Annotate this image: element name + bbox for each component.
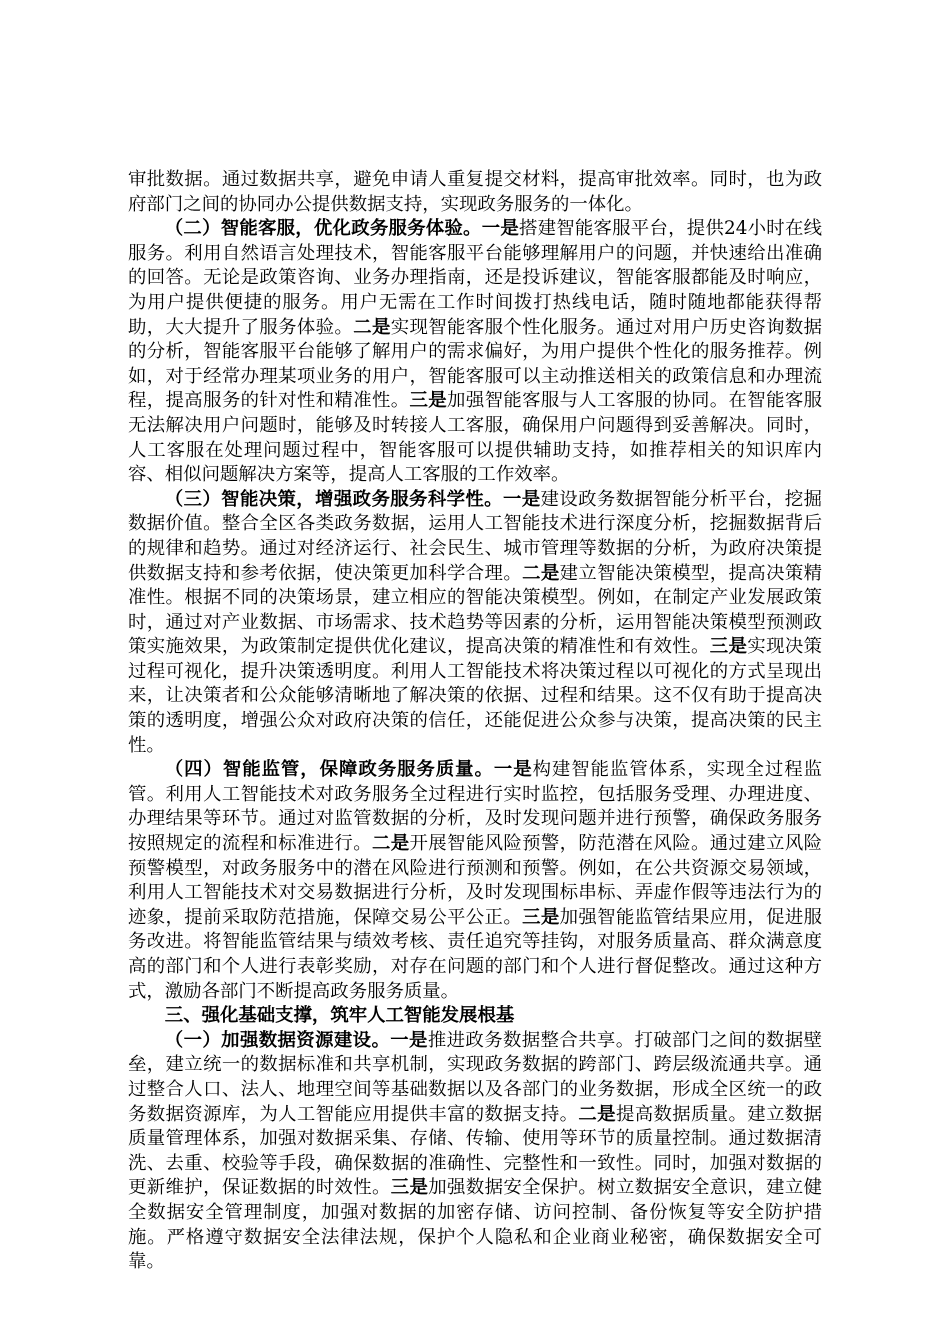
body-text: 推进政务数据整合共享。打破部门之间的数据壁垒，建立统一的数据标准和共享机制，实现政务数据的跨部门、跨层级流通共享。通过整合人口、法人、地理空间等基础数据以及各部门的业务数据，形成全区统一的政务数据资源库，为人工智能应用提供丰富的数据支持。 [128,1029,822,1125]
bold-text: 三是 [409,390,448,412]
bold-text: （二）智能客服，优化政务服务体验。 [164,218,482,240]
paragraph-continuation [128,168,822,217]
body-text: 实现决策过程可视化，提升决策透明度。利用人工智能技术将决策过程以可视化的方式呈现出来，让决策者和公众能够清晰地了解决策的依据、过程和结果。这不仅有助于提高决策的透明度，增强公众对政府决策的信任，还能促进公众参与决策，提高决策的民主性。 [128,636,822,756]
body-text: 提高数据质量。建立数据质量管理体系，加强对数据采集、存储、传输、使用等环节的质量控制。通过数据清洗、去重、校验等手段，确保数据的准确性、完整性和一致性。同时，加强对数据的更新维护，保证数据的时效性。 [128,1103,822,1199]
bold-text: 三、强化基础支撑，筑牢人工智能发展根基 [164,1005,515,1027]
body-text: 开展智能风险预警，防范潜在风险。通过建立风险预警模型，对政务服务中的潜在风险进行预测和预警。例如，在公共资源交易领域，利用人工智能技术对交易数据进行分析，及时发现围标串标、弄虚作假等违法行为的迹象，提前采取防范措施，保障交易公平公正。 [128,833,822,928]
body-text: 审批数据。通过数据共享，避免申请人重复提交材料，提高审批效率。同时，也为政府部门之间的协同办公提供数据支持，实现政务服务的一体化。 [128,169,822,215]
bold-text: 一是 [481,218,519,240]
bold-text: 三是 [709,636,748,658]
document-body [128,168,822,1275]
body-text: 加强智能监管结果应用，促进服务改进。将智能监管结果与绩效考核、责任追究等挂钩，对服务质量高、群众满意度高的部门和个人进行表彰奖励，对存在问题的部门和个人进行督促整改。通过这种方式，激励各部门不断提高政务服务质量。 [128,906,822,1002]
paragraph [128,488,822,759]
bold-text: （四）智能监管，保障政务服务质量。 [164,759,494,781]
bold-text: 一是 [390,1029,428,1051]
bold-text: 三是 [522,906,560,928]
section-heading [128,1004,822,1029]
body-text: 构建智能监管体系，实现全过程监管。利用人工智能技术对政务服务全过程进行实时监控，包括服务受理、办理进度、办理结果等环节。通过对监管数据的分析，及时发现问题并进行预警，确保政务服务按照规定的流程和标准进行。 [128,759,822,855]
body-text: 加强智能客服与人工客服的协同。在智能客服无法解决用户问题时，能够及时转接人工客服，确保用户问题得到妥善解决。同时，人工客服在处理问题过程中，智能客服可以提供辅助支持，如推荐相关的知识库内容、相似问题解决方案等，提高人工客服的工作效率。 [128,390,822,486]
body-text: 建设政务数据智能分析平台，挖掘数据价值。整合全区各类政务数据，运用人工智能技术进行深度分析，挖掘数据背后的规律和趋势。通过对经济运行、社会民生、城市管理等数据的分析，为政府决策提供数据支持和参考依据，使决策更加科学合理。 [128,488,822,584]
bold-text: 三是 [390,1177,429,1199]
bold-text: 二是 [522,562,560,584]
bold-text: 二是 [578,1103,616,1125]
paragraph [128,758,822,1004]
bold-text: （三）智能决策，增强政务服务科学性。 [164,488,503,510]
bold-text: 一是 [502,488,541,510]
body-text: 搭建智能客服平台，提供24小时在线服务。利用自然语言处理技术，智能客服平台能够理解用户的问题，并快速给出准确的回答。无论是政策咨询、业务办理指南，还是投诉建议，智能客服都能及时响应，为用户提供便捷的服务。用户无需在工作时间拨打热线电话，随时随地都能获得帮助，大大提升了服务体验。 [128,218,822,338]
bold-text: 二是 [371,833,410,855]
bold-text: 一是 [493,759,533,781]
paragraph [128,1029,822,1275]
body-text: 建立智能决策模型，提高决策精准性。根据不同的决策场景，建立相应的智能决策模型。例如，在制定产业发展政策时，通过对产业数据、市场需求、技术趋势等因素的分析，运用智能决策模型预测政策实施效果，为政策制定提供优化建议，提高决策的精准性和有效性。 [128,562,822,658]
bold-text: （一）加强数据资源建设。 [164,1029,391,1051]
bold-text: 二是 [353,316,391,338]
body-text: 实现智能客服个性化服务。通过对用户历史咨询数据的分析，智能客服平台能够了解用户的需求偏好，为用户提供个性化的服务推荐。例如，对于经常办理某项业务的用户，智能客服可以主动推送相关的政策信息和办理流程，提高服务的针对性和精准性。 [128,316,822,412]
paragraph [128,217,822,488]
body-text: 加强数据安全保护。树立数据安全意识，建立健全数据安全管理制度，加强对数据的加密存储、访问控制、备份恢复等安全防护措施。严格遵守数据安全法律法规，保护个人隐私和企业商业秘密，确保数据安全可靠。 [128,1177,822,1273]
